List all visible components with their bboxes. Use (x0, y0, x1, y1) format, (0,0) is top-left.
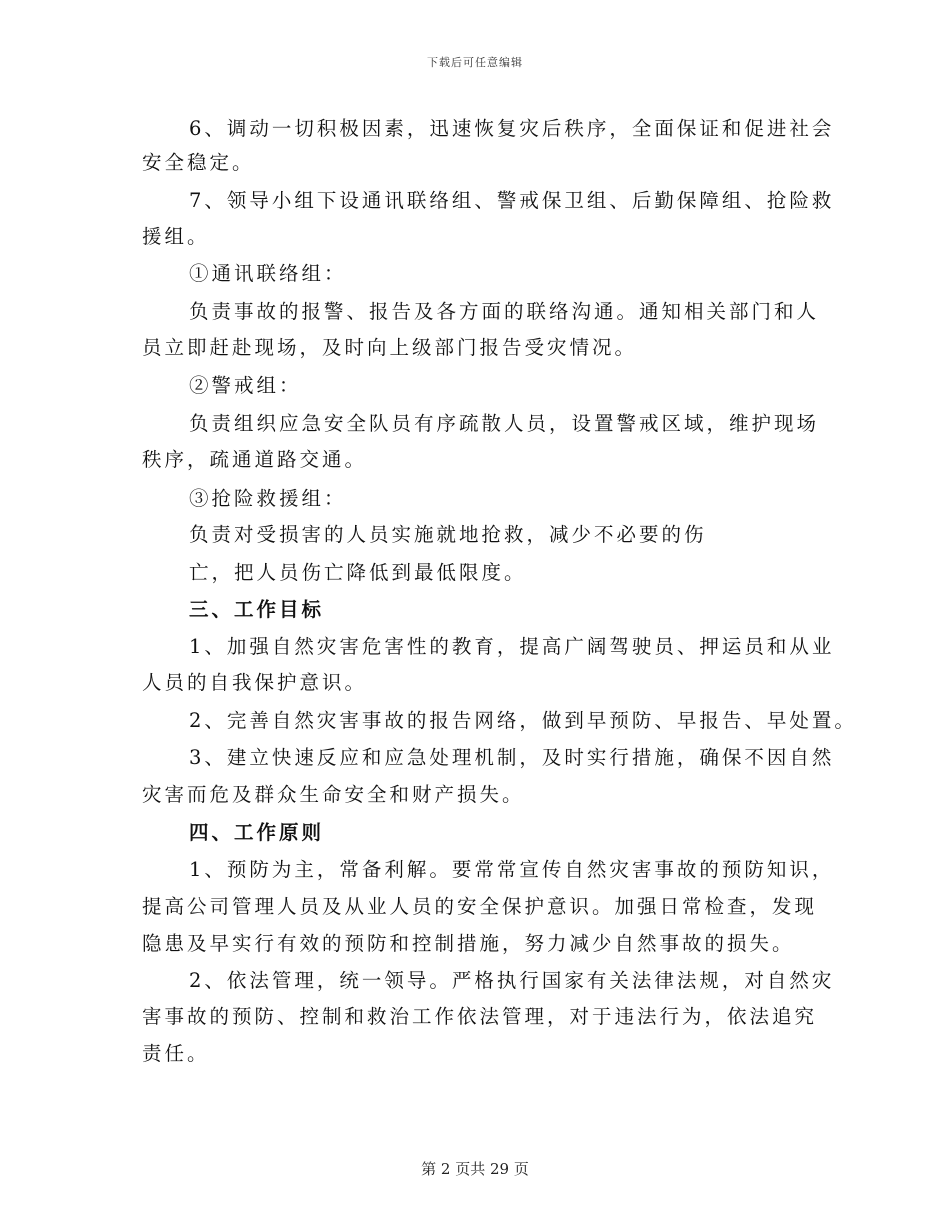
paragraph-line: 1、加强自然灾害危害性的教育，提高广阔驾驶员、押运员和从业 (189, 635, 835, 658)
paragraph-line: 3、建立快速反应和应急处理机制，及时实行措施，确保不因自然 (189, 746, 835, 769)
paragraph-line: 2、依法管理，统一领导。严格执行国家有关法律法规，对自然灾 (189, 969, 835, 992)
paragraph-line: 灾害而危及群众生命安全和财产损失。 (142, 783, 525, 806)
paragraph-line: 安全稳定。 (142, 151, 255, 174)
paragraph-line: 害事故的预防、控制和救治工作依法管理，对于违法行为，依法追究 (142, 1005, 818, 1028)
paragraph-line: 隐患及早实行有效的预防和控制措施，努力减少自然事故的损失。 (142, 932, 795, 955)
paragraph-line: 负责组织应急安全队员有序疏散人员，设置警戒区域，维护现场 (189, 412, 820, 435)
paragraph-line: 亡，把人员伤亡降低到最低限度。 (189, 561, 527, 584)
paragraph-line: 6、调动一切积极因素，迅速恢复灾后秩序，全面保证和促进社会 (189, 117, 835, 140)
paragraph-line: 秩序，疏通道路交通。 (142, 448, 368, 471)
paragraph-line: ①通讯联络组： (189, 262, 347, 285)
paragraph-line: 负责事故的报警、报告及各方面的联络沟通。通知相关部门和人 (189, 300, 820, 323)
paragraph-line: 2、完善自然灾害事故的报告网络，做到早预防、早报告、早处置。 (189, 709, 857, 732)
paragraph-line: 人员的自我保护意识。 (142, 671, 368, 694)
paragraph-line: 1、预防为主，常备利解。要常常宣传自然灾害事故的预防知识， (189, 858, 835, 881)
page-footer: 第 2 页共 29 页 (421, 1160, 529, 1178)
section-heading: 四、工作原则 (189, 821, 325, 844)
paragraph-line: 员立即赶赴现场，及时向上级部门报告受灾情况。 (142, 336, 638, 359)
paragraph-line: ③抢险救援组： (189, 487, 347, 510)
paragraph-line: 7、领导小组下设通讯联络组、警戒保卫组、后勤保障组、抢险救 (189, 189, 835, 212)
paragraph-line: 援组。 (142, 225, 210, 248)
paragraph-line: 提高公司管理人员及从业人员的安全保护意识。加强日常检查，发现 (142, 895, 818, 918)
paragraph-line: 责任。 (142, 1042, 210, 1065)
page-header: 下载后可任意编辑 (427, 56, 523, 69)
paragraph-line: 负责对受损害的人员实施就地抢救，减少不必要的伤 (189, 523, 707, 546)
section-heading: 三、工作目标 (189, 598, 325, 621)
paragraph-line: ②警戒组： (189, 374, 302, 397)
